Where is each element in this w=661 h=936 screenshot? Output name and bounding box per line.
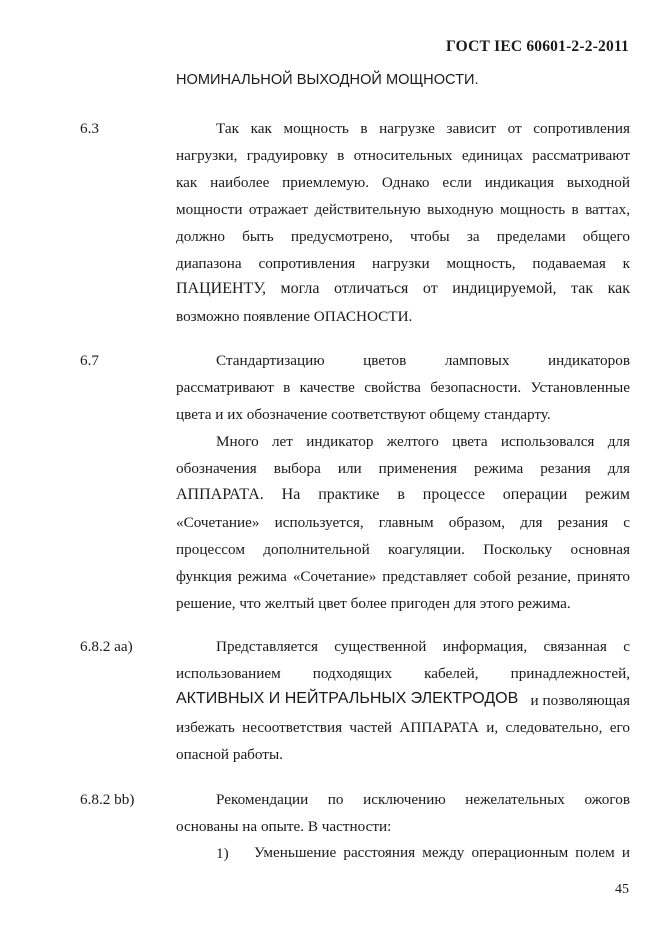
paragraph-line: основаны на опыте. В частности: <box>176 818 392 835</box>
list-item-text: Уменьшение расстояния между операционным полем и <box>254 844 630 861</box>
paragraph-line: использованием подходящих кабелей, принадлежностей, <box>176 665 630 682</box>
paragraph-line: мощности отражает действительную выходную мощность в ваттах, <box>176 201 630 218</box>
paragraph-line-continuation: и позволяющая <box>530 692 630 709</box>
paragraph-line: рассматривают в качестве свойства безопасности. Установленные <box>176 379 630 396</box>
intro-line: НОМИНАЛЬНОЙ ВЫХОДНОЙ МОЩНОСТИ. <box>176 72 479 88</box>
paragraph-line: Представляется существенной информация, связанная с <box>216 638 630 655</box>
paragraph-line: должно быть предусмотрено, чтобы за пределами общего <box>176 228 630 245</box>
paragraph-line: возможно появление ОПАСНОСТИ. <box>176 308 413 325</box>
paragraph-line: обозначения выбора или применения режима резания для <box>176 460 630 477</box>
section-number-6-3: 6.3 <box>80 120 99 137</box>
document-header: ГОСТ IEC 60601-2-2-2011 <box>445 38 629 55</box>
paragraph-line: решение, что желтый цвет более пригоден для этого режима. <box>176 595 571 612</box>
paragraph-line: процессом дополнительной коагуляции. Поскольку основная <box>176 541 630 558</box>
paragraph-line: АППАРАТА. На практике в процессе операции режим <box>176 486 630 503</box>
paragraph-line-emphasis: АКТИВНЫХ И НЕЙТРАЛЬНЫХ ЭЛЕКТРОДОВ <box>176 690 519 707</box>
paragraph-line: Много лет индикатор желтого цвета использовался для <box>216 433 630 450</box>
paragraph-line: опасной работы. <box>176 746 283 763</box>
section-number-6-8-2-aa: 6.8.2 аа) <box>80 638 133 655</box>
paragraph-line: Так как мощность в нагрузке зависит от сопротивления <box>216 120 630 137</box>
paragraph-line: «Сочетание» используется, главным образом, для резания с <box>176 514 630 531</box>
section-number-6-7: 6.7 <box>80 352 99 369</box>
paragraph-line: цвета и их обозначение соответствуют общему стандарту. <box>176 406 551 423</box>
section-number-6-8-2-bb: 6.8.2 bb) <box>80 791 135 808</box>
paragraph-line: диапазона сопротивления нагрузки мощность, подаваемая к <box>176 255 630 272</box>
paragraph-line: Стандартизацию цветов ламповых индикаторов <box>216 352 630 369</box>
paragraph-line: как наиболее приемлемую. Однако если индикация выходной <box>176 174 630 191</box>
page-number: 45 <box>615 882 629 897</box>
paragraph-line: нагрузки, градуировку в относительных единицах рассматривают <box>176 147 630 164</box>
list-item-marker: 1) <box>216 845 229 862</box>
paragraph-line: функция режима «Сочетание» представляет собой резание, принято <box>176 568 630 585</box>
paragraph-line: Рекомендации по исключению нежелательных ожогов <box>216 791 630 808</box>
paragraph-line: ПАЦИЕНТУ, могла отличаться от индицируемой, так как <box>176 280 630 297</box>
paragraph-line: избежать несоответствия частей АППАРАТА и, следовательно, его <box>176 719 630 736</box>
